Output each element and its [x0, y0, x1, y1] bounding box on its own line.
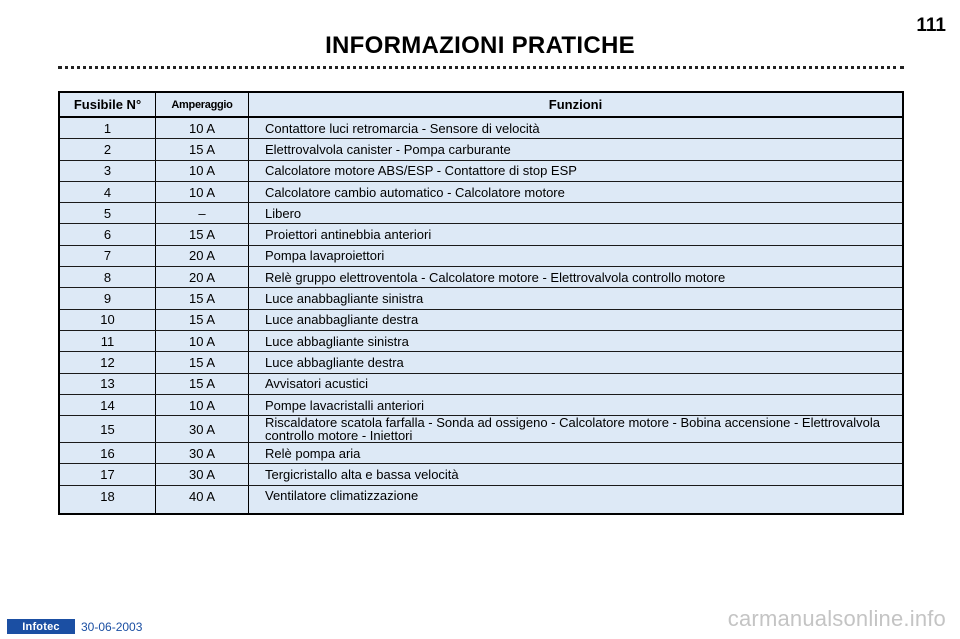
fuse-table-body [59, 117, 903, 514]
header-functions: Funzioni [249, 92, 904, 117]
table-row [59, 203, 903, 224]
table-header-row [59, 92, 903, 117]
fuse-number-cell: 6 [59, 224, 156, 245]
table-row [59, 224, 903, 245]
fuse-number-cell: 18 [59, 485, 156, 514]
table-row [59, 288, 903, 309]
function-cell: Ventilatore climatizzazione [265, 487, 419, 503]
function-cell: Luce anabbagliante sinistra [249, 288, 904, 309]
table-row [59, 181, 903, 202]
fuse-number-cell: 5 [59, 203, 156, 224]
function-cell: Luce abbagliante sinistra [249, 330, 904, 351]
fuse-number-cell: 1 [59, 117, 156, 139]
function-cell: Calcolatore motore ABS/ESP - Contattore di stop ESP [249, 160, 904, 181]
amperage-cell: 40 A [156, 485, 249, 514]
fuse-number-cell: 3 [59, 160, 156, 181]
fuse-number-cell: 10 [59, 309, 156, 330]
function-cell: Elettrovalvola canister - Pompa carburante [249, 139, 904, 160]
function-cell: Calcolatore cambio automatico - Calcolatore motore [249, 181, 904, 202]
table-row [59, 416, 903, 443]
function-cell: Riscaldatore scatola farfalla - Sonda ad ossigeno - Calcolatore motore - Bobina accensione - Elettrovalvola controllo motore - Iniettori [249, 416, 904, 443]
fuse-number-cell: 16 [59, 443, 156, 464]
table-row [59, 485, 903, 514]
amperage-cell: 10 A [156, 181, 249, 202]
fuse-number-cell: 2 [59, 139, 156, 160]
table-row [59, 394, 903, 415]
function-cell: Avvisatori acustici [249, 373, 904, 394]
fuse-number-cell: 4 [59, 181, 156, 202]
watermark: carmanualsonline.info [727, 606, 946, 631]
table-row [59, 464, 903, 485]
function-cell: Tergicristallo alta e bassa velocità [249, 464, 904, 485]
fuse-number-cell: 13 [59, 373, 156, 394]
function-cell: Luce abbagliante destra [249, 352, 904, 373]
fuse-number-cell: 12 [59, 352, 156, 373]
table-row [59, 443, 903, 464]
amperage-cell: 20 A [156, 245, 249, 266]
function-cell: Relè pompa aria [249, 443, 904, 464]
function-cell: Luce anabbagliante destra [249, 309, 904, 330]
fuse-number-cell: 8 [59, 267, 156, 288]
amperage-cell: 15 A [156, 309, 249, 330]
infotec-logo: Infotec [7, 619, 75, 634]
fuse-number-cell: 14 [59, 394, 156, 415]
amperage-cell: 10 A [156, 330, 249, 351]
function-cell: Pompe lavacristalli anteriori [249, 394, 904, 415]
amperage-cell: 30 A [156, 416, 249, 443]
dotted-separator [58, 66, 904, 69]
fuse-number-cell: 7 [59, 245, 156, 266]
amperage-cell: 10 A [156, 117, 249, 139]
table-row [59, 330, 903, 351]
fuse-number-cell: 11 [59, 330, 156, 351]
amperage-cell: 15 A [156, 352, 249, 373]
table-row [59, 352, 903, 373]
page-title: INFORMAZIONI PRATICHE [325, 32, 635, 59]
amperage-cell: 15 A [156, 288, 249, 309]
fuse-number-cell: 9 [59, 288, 156, 309]
fuse-number-cell: 17 [59, 464, 156, 485]
table-row [59, 267, 903, 288]
table-row [59, 139, 903, 160]
table-row [59, 117, 903, 139]
footer-date: 30-06-2003 [81, 620, 143, 634]
table-row [59, 160, 903, 181]
fuse-number-cell: 15 [59, 416, 156, 443]
table-row [59, 245, 903, 266]
amperage-cell: 10 A [156, 160, 249, 181]
amperage-cell: 15 A [156, 373, 249, 394]
fuse-table [58, 91, 904, 515]
header-amperage: Amperaggio [156, 92, 249, 117]
amperage-cell: 30 A [156, 443, 249, 464]
function-cell: Relè gruppo elettroventola - Calcolatore motore - Elettrovalvola controllo motore [249, 267, 904, 288]
amperage-cell: – [156, 203, 249, 224]
function-cell: Libero [249, 203, 904, 224]
amperage-cell: 15 A [156, 139, 249, 160]
function-cell: Pompa lavaproiettori [249, 245, 904, 266]
amperage-cell: 15 A [156, 224, 249, 245]
page-number: 111 [916, 15, 946, 36]
table-row [59, 373, 903, 394]
function-cell: Proiettori antinebbia anteriori [249, 224, 904, 245]
header-fuse-number: Fusibile N° [59, 92, 156, 117]
amperage-cell: 10 A [156, 394, 249, 415]
function-cell: Contattore luci retromarcia - Sensore di velocità [249, 117, 904, 139]
table-row [59, 309, 903, 330]
amperage-cell: 20 A [156, 267, 249, 288]
amperage-cell: 30 A [156, 464, 249, 485]
